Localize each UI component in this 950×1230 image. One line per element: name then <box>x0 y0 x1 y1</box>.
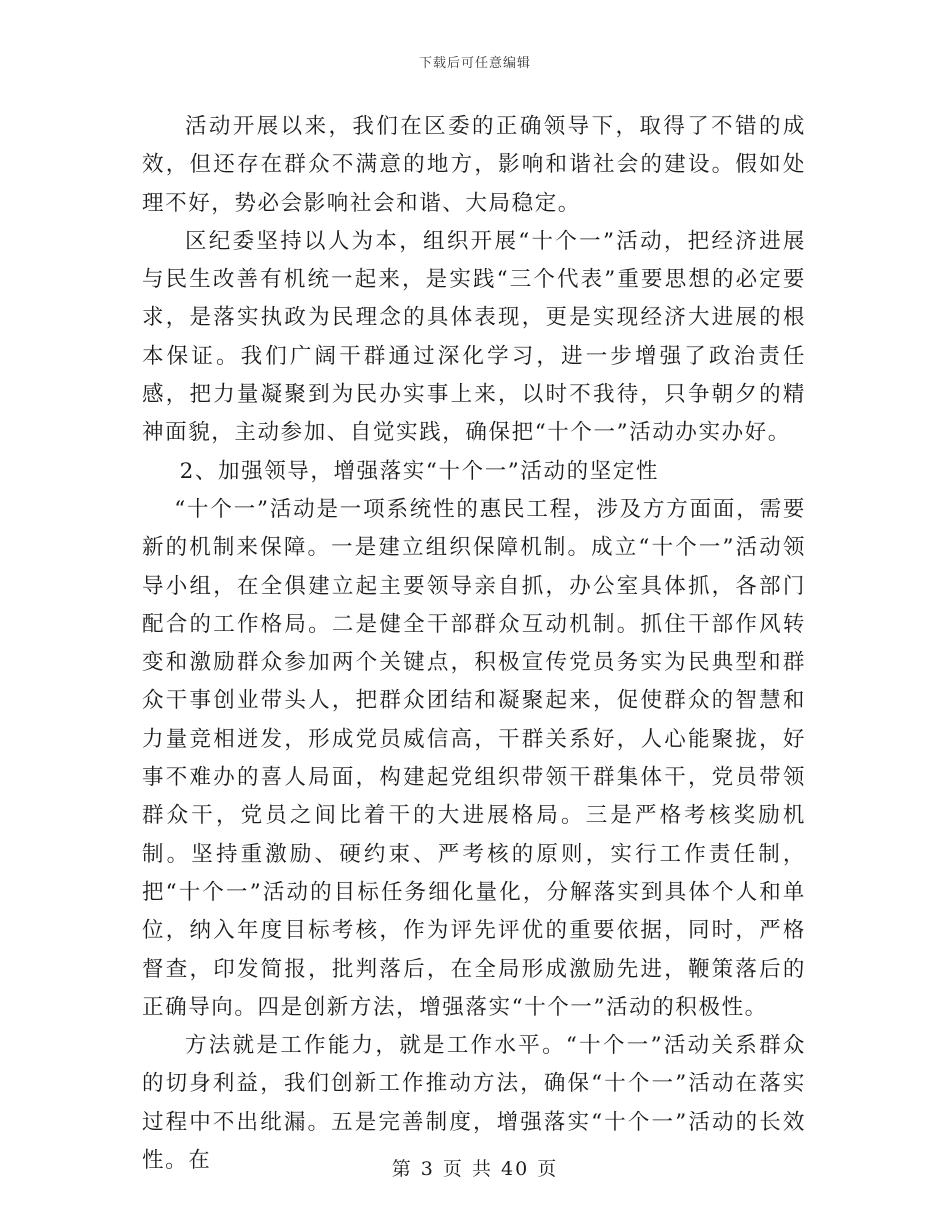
page-header: 下载后可任意编辑 <box>418 56 531 71</box>
footer-prefix: 第 <box>391 1158 413 1180</box>
footer-middle: 页 共 <box>442 1158 493 1180</box>
paragraph-1: 活动开展以来，我们在区委的正确领导下，取得了不错的成效，但还存在群众不满意的地方，影响和谐社会的建设。假如处理不好，势必会影响社会和谐、大局稳定。 <box>142 114 806 216</box>
total-pages-number: 40 <box>501 1158 530 1180</box>
page-footer <box>0 1154 950 1181</box>
paragraph-4: 方法就是工作能力，就是工作水平。“十个一”活动关系群众的切身利益，我们创新工作推动方法，确保“十个一”活动在落实过程中不出纰漏。五是完善制度，增强落实“十个一”活动的长效性。在 <box>142 1033 806 1174</box>
paragraph-2: 区纪委坚持以人为本，组织开展“十个一”活动，把经济进展与民生改善有机统一起来，是实践“三个代表”重要思想的必定要求，是落实执政为民理念的具体表现，更是实现经济大进展的根本保证。我们广阔干群通过深化学习，进一步增强了政治责任感，把力量凝聚到为民办实事上来，以时不我待，只争朝夕的精神面貌，主动参加、自觉实践，确保把“十个一”活动办实办好。 <box>142 228 806 446</box>
document-body <box>142 108 806 1180</box>
current-page-number: 3 <box>420 1158 435 1180</box>
footer-suffix: 页 <box>537 1158 559 1180</box>
section-heading: 2、加强领导，增强落实“十个一”活动的坚定性 <box>179 458 659 484</box>
paragraph-3: “十个一”活动是一项系统性的惠民工程，涉及方方面面，需要新的机制来保障。一是建立组织保障机制。成立“十个一”活动领导小组，在全俱建立起主要领导亲自抓，办公室具体抓，各部门配合的工作格局。二是健全干部群众互动机制。抓住干部作风转变和激励群众参加两个关键点，积极宣传党员务实为民典型和群众干事创业带头人，把群众团结和凝聚起来，促使群众的智慧和力量竞相迸发，形成党员威信高，干群关系好，人心能聚拢，好事不难办的喜人局面，构建起党组织带领干群集体干，党员带领群众干，党员之间比着干的大进展格局。三是严格考核奖励机制。坚持重激励、硬约束、严考核的原则，实行工作责任制，把“十个一”活动的目标任务细化量化，分解落实到具体个人和单位，纳入年度目标考核，作为评先评优的重要依据，同时，严格督查，印发简报，批判落后，在全局形成激励先进，鞭策落后的正确导向。四是创新方法，增强落实“十个一”活动的积极性。 <box>142 496 806 1020</box>
